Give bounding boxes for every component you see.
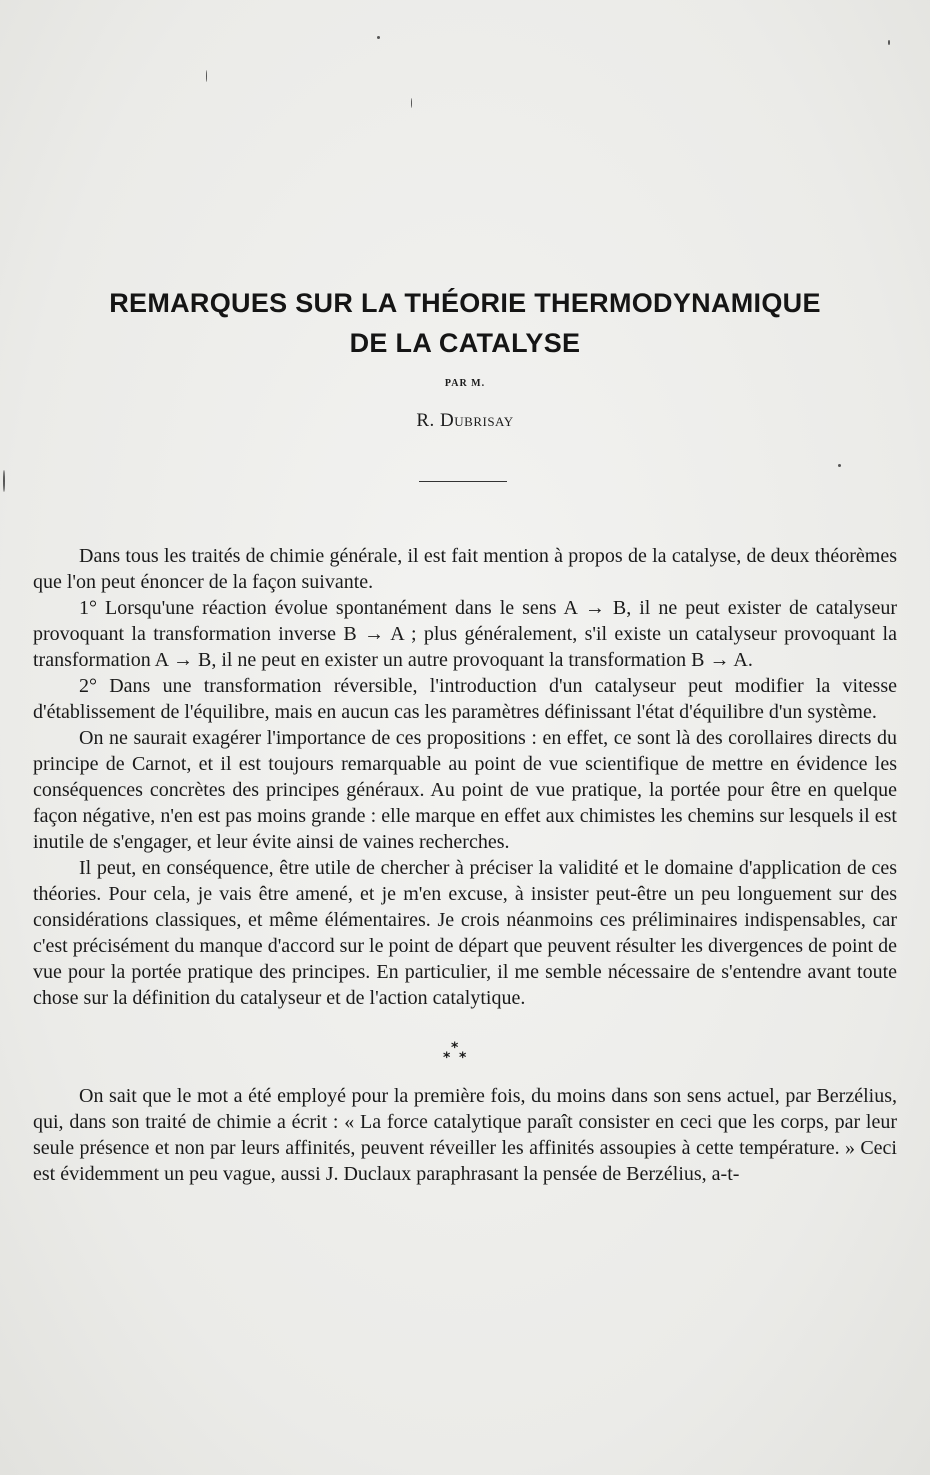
scan-speck [3, 470, 5, 492]
author [0, 410, 930, 432]
paragraph-validity: Il peut, en conséquence, être utile de chercher à préciser la validité et le domaine d'application de ces théories. Pour cela, je vais être amené, et je m'en excuse, à insister peut-être un peu longuement sur des considérations classiques, et même élémentaires. Je crois néanmoins ces préliminaires indispensables, car c'est précisément du manque d'accord sur le point de départ que peuvent résulter les divergences de point de vue pour la portée pratique des principes. En particulier, il me semble nécessaire de s'entendre avant toute chose sur la définition du catalyseur et de l'action catalytique. [33, 857, 897, 1009]
paragraph-theorem-2: 2° Dans une transformation réversible, l'introduction d'un catalyseur peut modifier la vitesse d'établissement de l'équilibre, mais en aucun cas les paramètres définissant l'état d'équilibre d'un système. [33, 675, 897, 723]
paragraph-theorem-1: 1° Lorsqu'une réaction évolue spontanément dans le sens A → B, il ne peut exister de catalyseur provoquant la transformation inverse B → A ; plus généralement, s'il existe un catalyseur provoquant la transformation A → B, il ne peut en exister un autre provoquant la transformation B → A. [33, 597, 897, 671]
author-surname: Dubrisay [440, 410, 514, 431]
asterism-separator [33, 1011, 897, 1083]
article-title-line-2: DE LA CATALYSE [349, 328, 581, 358]
title-divider-rule [419, 481, 507, 482]
asterism-star-top: * [451, 1040, 459, 1056]
asterism-star-left: * [443, 1050, 451, 1066]
byline-par: PAR M. [444, 378, 486, 389]
author-initial: R. [416, 410, 441, 431]
paragraph-intro: Dans tous les traités de chimie générale, il est fait mention à propos de la catalyse, de deux théorèmes que l'on peut énoncer de la façon suivante. [33, 545, 897, 593]
scan-speck [206, 70, 207, 82]
scan-speck [838, 464, 841, 467]
article-title-line-1: REMARQUES SUR LA THÉORIE THERMODYNAMIQUE [109, 288, 821, 318]
paragraph-berzelius: On sait que le mot a été employé pour la première fois, du moins dans son sens actuel, par Berzélius, qui, dans son traité de chimie a écrit : « La force catalytique paraît consister en ceci que les corps, par leur seule présence et non par leurs affinités, peuvent réveiller les affinités assoupies à cette température. » Ceci est évidemment un peu vague, aussi J. Duclaux paraphrasant la pensée de Berzélius, a-t- [33, 1085, 897, 1185]
paragraph-importance: On ne saurait exagérer l'importance de ces propositions : en effet, ce sont là des corollaires directs du principe de Carnot, et il est toujours remarquable au point de vue scientifique de mettre en évidence les conséquences concrètes des principes généraux. Au point de vue pratique, la portée pour être en quelque façon négative, n'en est pas moins grande : elle marque en effet aux chimistes les chemins sur lesquels il est inutile de s'engager, et leur évite ainsi de vaines recherches. [33, 727, 897, 853]
scan-speck [888, 40, 890, 45]
asterism-star-right: * [459, 1050, 467, 1066]
scan-speck [377, 36, 380, 39]
scan-speck [411, 98, 412, 108]
article-body [33, 543, 897, 1187]
